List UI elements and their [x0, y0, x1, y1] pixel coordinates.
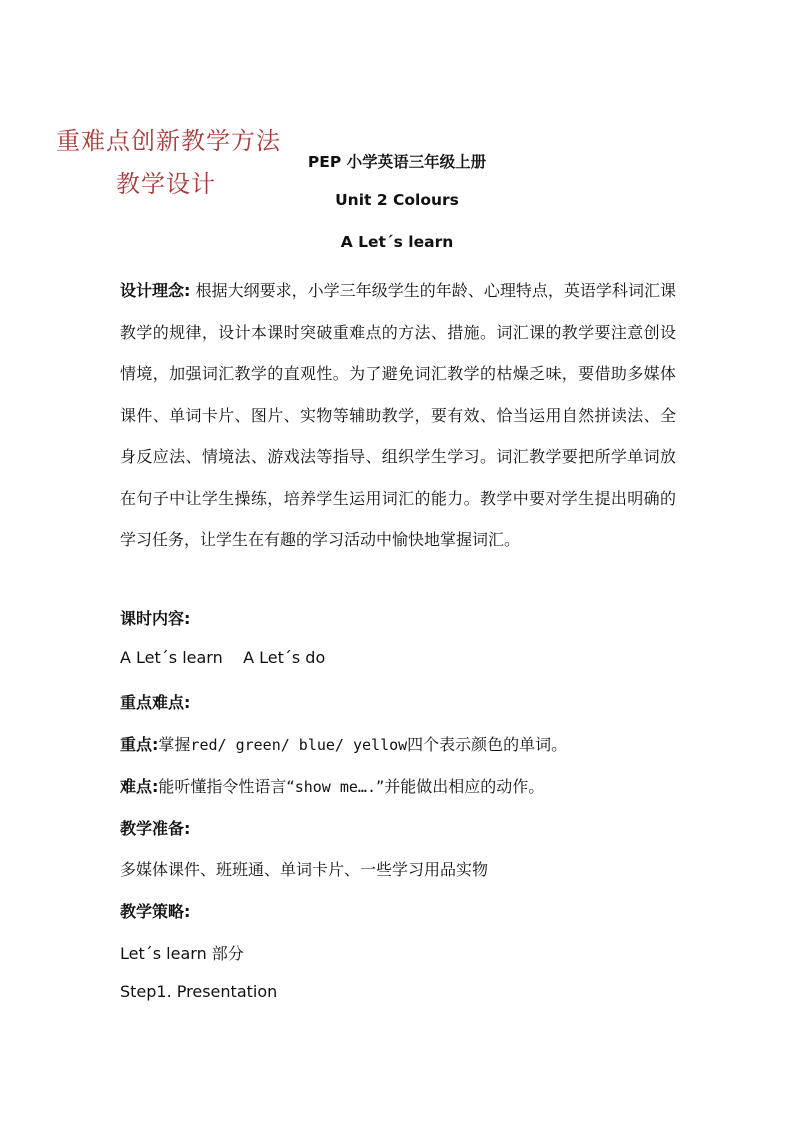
difficulty-suffix: ”并能做出相应的动作。	[375, 777, 545, 796]
design-paragraph	[120, 270, 676, 561]
document-title: PEP 小学英语三年级上册	[307, 153, 487, 171]
difficulty-label: 难点:	[120, 777, 159, 796]
key-point-prefix: 掌握	[158, 735, 191, 754]
stamp-line-1: 重难点创新教学方法	[56, 127, 281, 155]
content-text: A Let´s learn A Let´s do	[120, 648, 326, 667]
design-label: 设计理念:	[120, 281, 191, 300]
unit-title: Unit 2 Colours	[335, 191, 459, 209]
key-point-label: 重点:	[120, 735, 159, 754]
strategy-part: Let´s learn 部分	[120, 944, 244, 963]
prep-heading: 教学准备:	[120, 819, 191, 838]
design-text: 根据大纲要求，小学三年级学生的年龄、心理特点，英语学科词汇课教学的规律，设计本课时突破重难点的方法、措施。词汇课的教学要注意创设情境，加强词汇教学的直观性。为了避免词汇教学的枯燥乏味，要借助多媒体课件、单词卡片、图片、实物等辅助教学，要有效、恰当运用自然拼读法、全身反应法、情境法、游戏法等指导、组织学生学习。词汇教学要把所学单词放在句子中让学生操练，培养学生运用词汇的能力。教学中要对学生提出明确的学习任务，让学生在有趣的学习活动中愉快地掌握词汇。	[120, 281, 676, 549]
prep-text: 多媒体课件、班班通、单词卡片、一些学习用品实物	[120, 860, 489, 879]
difficulty-line	[120, 774, 544, 797]
stamp-line-2: 教学设计	[116, 170, 216, 198]
strategy-heading: 教学策略:	[120, 902, 191, 921]
lesson-title: A Let´s learn	[340, 233, 454, 251]
key-point-words: red/ green/ blue/ yellow	[190, 736, 408, 754]
strategy-step: Step1. Presentation	[120, 982, 278, 1001]
key-point-suffix: 四个表示颜色的单词。	[407, 735, 568, 754]
key-point-line	[120, 732, 567, 755]
keypoints-heading: 重点难点:	[120, 693, 191, 712]
difficulty-phrase: show me….	[294, 778, 376, 796]
difficulty-prefix: 能听懂指令性语言“	[158, 777, 295, 796]
content-heading: 课时内容:	[120, 609, 191, 628]
